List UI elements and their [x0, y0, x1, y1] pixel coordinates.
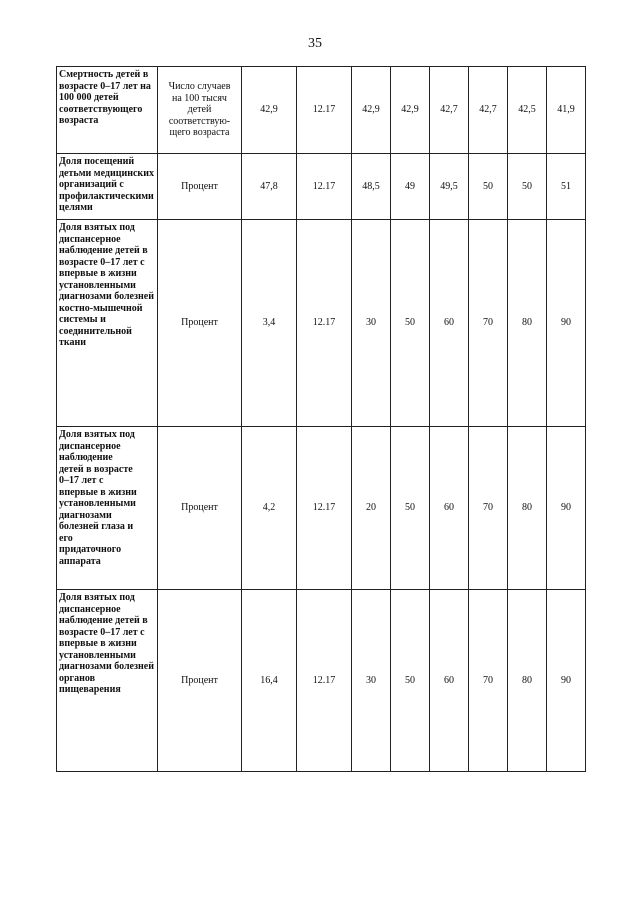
target-value: 42,7: [430, 67, 469, 154]
page-number: 35: [308, 36, 322, 51]
target-value: 51: [547, 154, 586, 220]
target-value: 48,5: [352, 154, 391, 220]
base-value: 3,4: [242, 220, 297, 427]
base-value: 42,9: [242, 67, 297, 154]
table-row: [57, 67, 586, 154]
target-value: 42,9: [352, 67, 391, 154]
target-value: 60: [430, 220, 469, 427]
target-value: 49,5: [430, 154, 469, 220]
target-value: 60: [430, 427, 469, 590]
period-code: 12.17: [297, 154, 352, 220]
table-row: [57, 590, 586, 772]
target-value: 30: [352, 590, 391, 772]
target-value: 70: [469, 590, 508, 772]
target-value: 60: [430, 590, 469, 772]
target-value: 42,9: [391, 67, 430, 154]
indicator-name: Доля взятых под диспансерное наблюдение детей в возрасте 0–17 лет с впервые в жизни установленными диагнозами болезней глаза и его придаточного аппарата: [57, 427, 158, 590]
table-row: [57, 154, 586, 220]
target-value: 30: [352, 220, 391, 427]
base-value: 47,8: [242, 154, 297, 220]
period-code: 12.17: [297, 427, 352, 590]
target-value: 50: [391, 427, 430, 590]
period-code: 12.17: [297, 67, 352, 154]
unit-of-measure: Процент: [158, 590, 242, 772]
base-value: 16,4: [242, 590, 297, 772]
target-value: 90: [547, 220, 586, 427]
target-value: 50: [391, 220, 430, 427]
target-value: 90: [547, 590, 586, 772]
target-value: 80: [508, 590, 547, 772]
target-value: 80: [508, 427, 547, 590]
period-code: 12.17: [297, 220, 352, 427]
target-value: 49: [391, 154, 430, 220]
table-row: [57, 427, 586, 590]
target-value: 41,9: [547, 67, 586, 154]
target-value: 50: [469, 154, 508, 220]
target-value: 80: [508, 220, 547, 427]
target-value: 42,7: [469, 67, 508, 154]
target-value: 20: [352, 427, 391, 590]
target-value: 70: [469, 220, 508, 427]
indicators-table: [56, 66, 586, 772]
indicator-name: Доля посещений детьми медицинских организаций с профилактическими целями: [57, 154, 158, 220]
unit-of-measure: Процент: [158, 427, 242, 590]
unit-of-measure: Процент: [158, 154, 242, 220]
indicator-name: Доля взятых под диспансерное наблюдение детей в возрасте 0–17 лет с впервые в жизни установленными диагнозами болезней органов пищеварения: [57, 590, 158, 772]
table-row: [57, 220, 586, 427]
base-value: 4,2: [242, 427, 297, 590]
target-value: 50: [508, 154, 547, 220]
unit-of-measure: Процент: [158, 220, 242, 427]
target-value: 70: [469, 427, 508, 590]
unit-of-measure: Число случаев на 100 тысяч детей соответствую- щего возраста: [158, 67, 242, 154]
indicator-name: Доля взятых под диспансерное наблюдение детей в возрасте 0–17 лет с впервые в жизни установленными диагнозами болезней костно-мышечной системы и соединительной ткани: [57, 220, 158, 427]
indicator-name: Смертность детей в возрасте 0–17 лет на 100 000 детей соответствующего возраста: [57, 67, 158, 154]
target-value: 90: [547, 427, 586, 590]
target-value: 42,5: [508, 67, 547, 154]
target-value: 50: [391, 590, 430, 772]
period-code: 12.17: [297, 590, 352, 772]
